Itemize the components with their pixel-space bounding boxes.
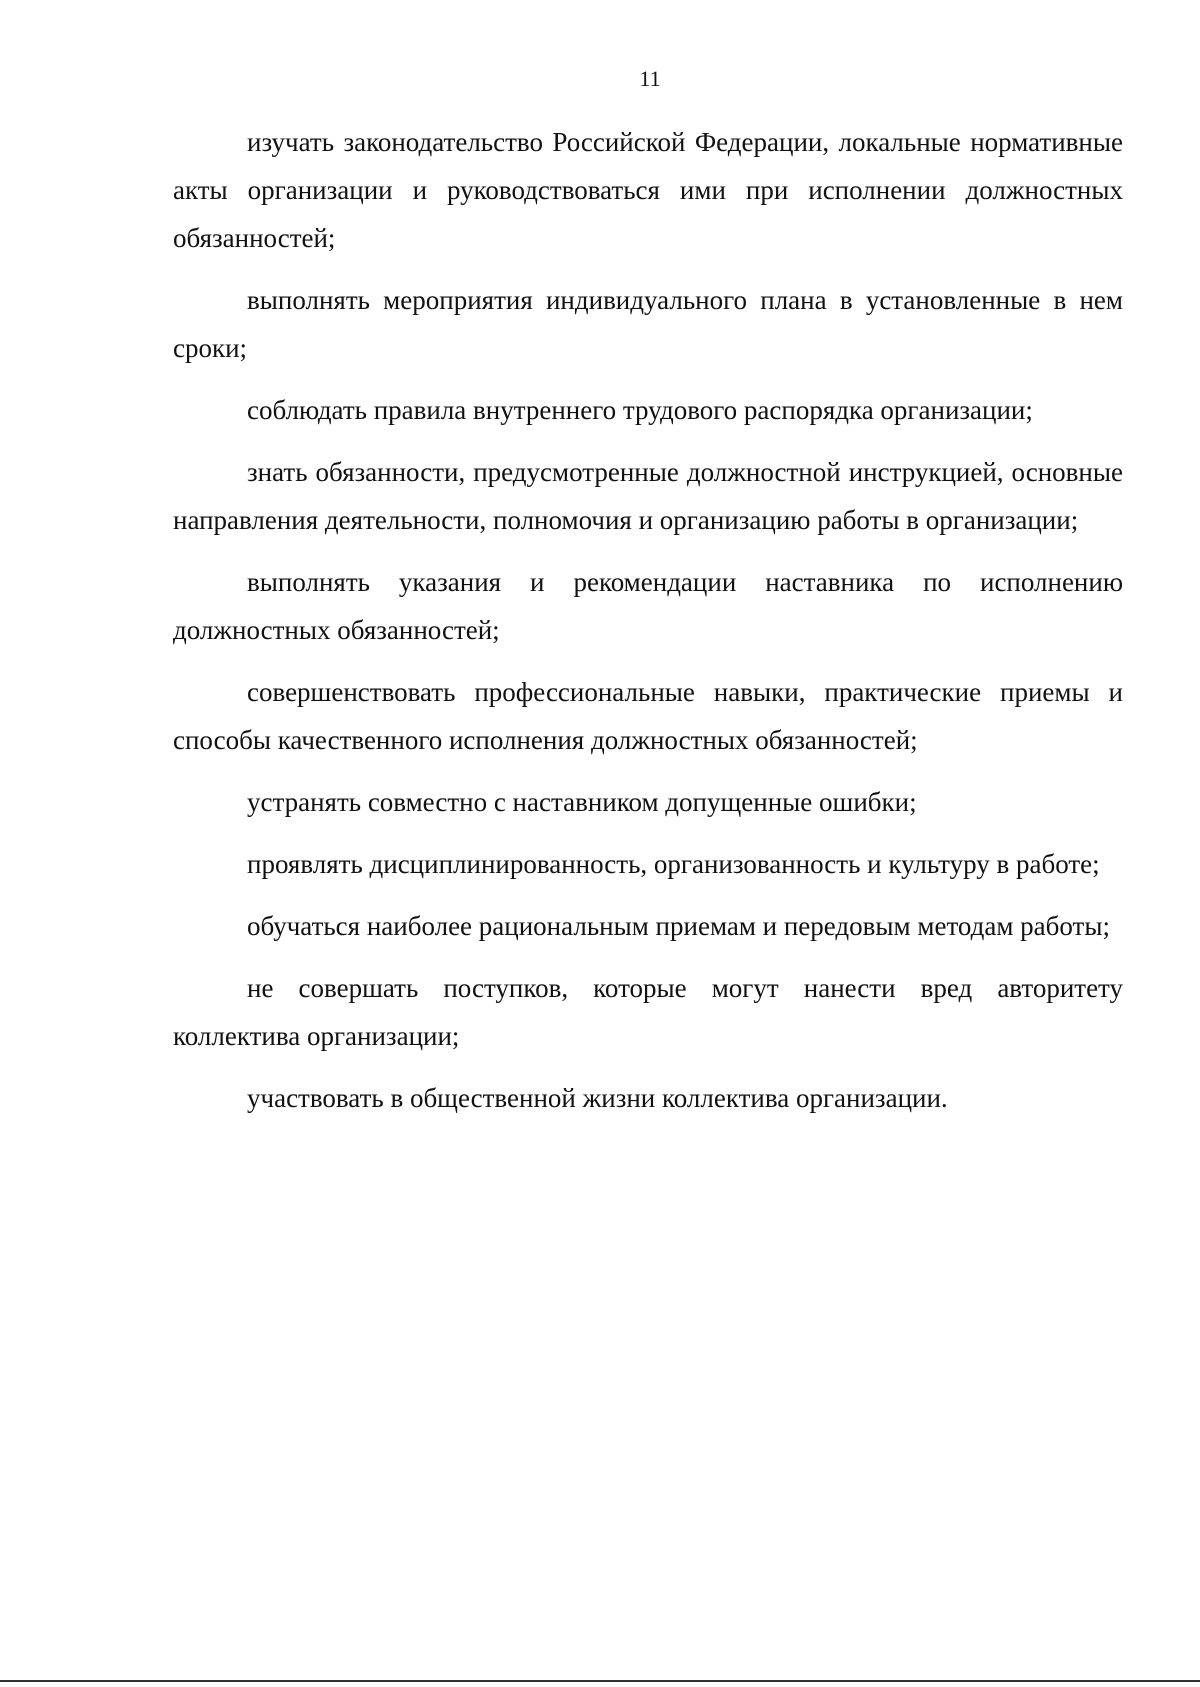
paragraph-2: выполнять мероприятия индивидуального плана в установленные в нем сроки; [173,285,1123,363]
paragraph-4: знать обязанности, предусмотренные должностной инструкцией, основные направления деятельности, полномочия и организацию работы в организации; [173,457,1123,535]
paragraph-10: не совершать поступков, которые могут нанести вред авторитету коллектива организации; [173,973,1123,1051]
page-number [0,66,1200,92]
paragraph-8: проявлять дисциплинированность, организованность и культуру в работе; [247,849,1100,879]
page-number-text: 11 [639,66,661,91]
paragraph-7: устранять совместно с наставником допущенные ошибки; [247,787,917,817]
paragraph-6: совершенствовать профессиональные навыки, практические приемы и способы качественного исполнения должностных обязанностей; [173,677,1123,755]
scan-bottom-edge [0,1680,1200,1682]
paragraph-1: изучать законодательство Российской Федерации, локальные нормативные акты организации и руководствоваться ими при исполнении должностных обязанностей; [173,127,1123,253]
paragraph-3: соблюдать правила внутреннего трудового распорядка организации; [247,395,1033,425]
paragraph-5: выполнять указания и рекомендации наставника по исполнению должностных обязанностей; [173,567,1123,645]
document-body [173,118,1123,1136]
paragraph-9: обучаться наиболее рациональным приемам и передовым методам работы; [247,911,1110,941]
paragraph-11: участвовать в общественной жизни коллектива организации. [247,1083,948,1113]
